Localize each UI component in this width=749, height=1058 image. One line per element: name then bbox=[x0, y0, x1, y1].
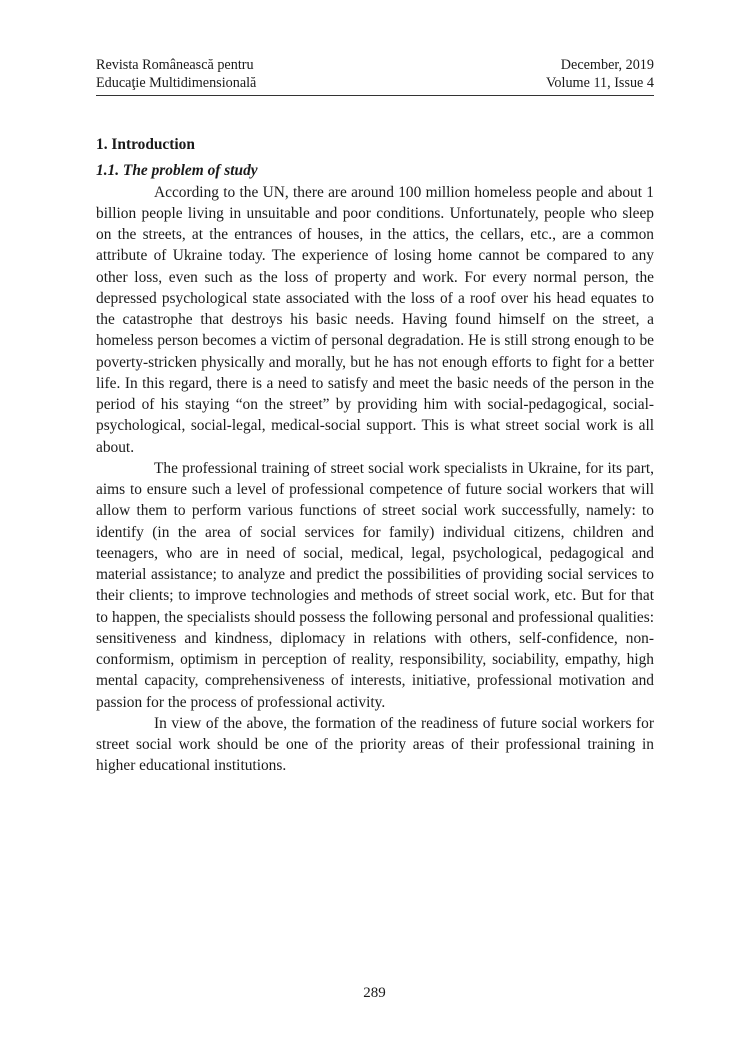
section-heading: 1. Introduction bbox=[96, 136, 195, 153]
running-header bbox=[96, 56, 654, 92]
paragraph: In view of the above, the formation of the readiness of future social workers for street social work should be one of the priority areas of their professional training in higher educational institutions. bbox=[96, 714, 654, 775]
page-number: 289 bbox=[363, 985, 386, 1001]
article-body bbox=[96, 134, 654, 777]
header-divider bbox=[96, 95, 654, 96]
volume-issue: Volume 11, Issue 4 bbox=[546, 75, 654, 91]
journal-title-line2: Educaţie Multidimensională bbox=[96, 75, 257, 91]
header-row-bottom bbox=[96, 74, 654, 92]
issue-date: December, 2019 bbox=[560, 57, 654, 73]
paragraph: The professional training of street social work specialists in Ukraine, for its part, aims to ensure such a level of professional competence of future social workers that will allow them to perform various functions of street social work successfully, namely: to identify (in the area of social services for family) individual citizens, children and teenagers, who are in need of social, medical, legal, psychological, pedagogical and material assistance; to analyze and predict the possibilities of providing social services to their clients; to improve technologies and methods of street social work, etc. But for that to happen, the specialists should possess the following personal and professional qualities: sensitiveness and kindness, diplomacy in relations with others, self-confidence, non-conformism, optimism in perception of reality, responsibility, sociability, empathy, high mental capacity, comprehensiveness of interests, initiative, professional motivation and passion for the process of professional activity. bbox=[96, 459, 654, 711]
journal-title-line1: Revista Românească pentru bbox=[96, 57, 254, 73]
header-row-top bbox=[96, 56, 654, 74]
paragraph: According to the UN, there are around 100 million homeless people and about 1 billion people living in unsuitable and poor conditions. Unfortunately, people who sleep on the streets, at the entrances of houses, in the attics, the cellars, etc., are a common attribute of Ukraine today. The experience of losing home cannot be compared to any other loss, even such as the loss of property and work. For every normal person, the depressed psychological state associated with the loss of a roof over his head equates to the catastrophe that destroys his basic needs. Having found himself on the street, a homeless person becomes a victim of personal degradation. He is still strong enough to be poverty-stricken physically and morally, but he has not enough efforts to fight for a better life. In this regard, there is a need to satisfy and meet the basic needs of the person in the period of his staying “on the street” by providing him with social-pedagogical, social-psychological, social-legal, medical-social support. This is what street social work is all about. bbox=[96, 183, 654, 456]
subsection-heading: 1.1. The problem of study bbox=[96, 162, 258, 180]
